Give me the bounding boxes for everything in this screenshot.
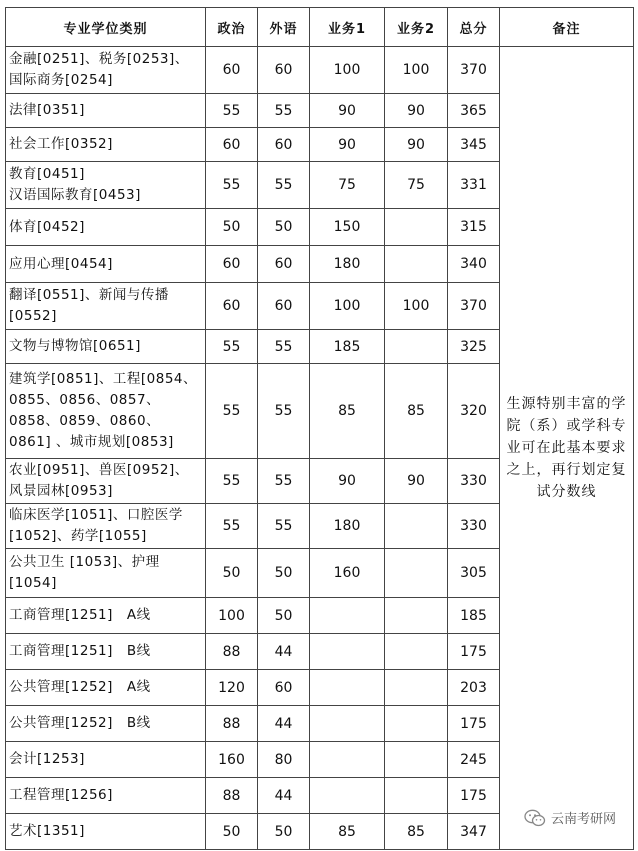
politics-cell: 60 <box>206 283 258 330</box>
politics-cell: 55 <box>206 330 258 364</box>
politics-cell: 160 <box>206 742 258 778</box>
category-cell: 法律[0351] <box>6 94 206 128</box>
politics-cell: 60 <box>206 47 258 94</box>
politics-cell: 55 <box>206 459 258 504</box>
business-1-cell: 180 <box>310 504 385 549</box>
politics-cell: 60 <box>206 128 258 162</box>
total-cell: 203 <box>448 670 500 706</box>
foreign-language-cell: 55 <box>258 330 310 364</box>
foreign-language-cell: 60 <box>258 246 310 283</box>
politics-cell: 55 <box>206 162 258 209</box>
total-cell: 345 <box>448 128 500 162</box>
business-1-cell <box>310 778 385 814</box>
politics-cell: 55 <box>206 94 258 128</box>
total-cell: 245 <box>448 742 500 778</box>
politics-cell: 120 <box>206 670 258 706</box>
foreign-language-cell: 50 <box>258 598 310 634</box>
category-cell: 建筑学[0851]、工程[0854、0855、0856、0857、0858、0859、0860、0861] 、城市规划[0853] <box>6 364 206 459</box>
foreign-language-cell: 55 <box>258 364 310 459</box>
total-cell: 330 <box>448 459 500 504</box>
category-cell: 公共卫生 [1053]、护理[1054] <box>6 549 206 598</box>
foreign-language-cell: 55 <box>258 504 310 549</box>
total-cell: 331 <box>448 162 500 209</box>
politics-cell: 55 <box>206 364 258 459</box>
business-1-cell: 90 <box>310 128 385 162</box>
business-1-cell: 85 <box>310 814 385 850</box>
business-2-cell <box>385 504 448 549</box>
category-cell: 金融[0251]、税务[0253]、国际商务[0254] <box>6 47 206 94</box>
header-foreign-language: 外语 <box>258 8 310 47</box>
business-2-cell <box>385 549 448 598</box>
business-1-cell: 90 <box>310 459 385 504</box>
header-category: 专业学位类别 <box>6 8 206 47</box>
business-2-cell: 85 <box>385 814 448 850</box>
total-cell: 325 <box>448 330 500 364</box>
category-cell: 社会工作[0352] <box>6 128 206 162</box>
category-cell: 农业[0951]、兽医[0952]、风景园林[0953] <box>6 459 206 504</box>
foreign-language-cell: 55 <box>258 94 310 128</box>
business-1-cell: 160 <box>310 549 385 598</box>
score-table <box>5 7 634 850</box>
category-cell: 工商管理[1251] A线 <box>6 598 206 634</box>
politics-cell: 50 <box>206 549 258 598</box>
header-business-1: 业务1 <box>310 8 385 47</box>
politics-cell: 60 <box>206 246 258 283</box>
business-2-cell: 90 <box>385 459 448 504</box>
business-1-cell <box>310 706 385 742</box>
politics-cell: 50 <box>206 209 258 246</box>
business-2-cell <box>385 706 448 742</box>
header-total: 总分 <box>448 8 500 47</box>
business-1-cell <box>310 742 385 778</box>
politics-cell: 50 <box>206 814 258 850</box>
business-1-cell: 150 <box>310 209 385 246</box>
business-2-cell: 85 <box>385 364 448 459</box>
business-1-cell: 85 <box>310 364 385 459</box>
business-2-cell: 90 <box>385 128 448 162</box>
business-2-cell <box>385 634 448 670</box>
foreign-language-cell: 55 <box>258 459 310 504</box>
politics-cell: 55 <box>206 504 258 549</box>
total-cell: 340 <box>448 246 500 283</box>
business-2-cell: 100 <box>385 47 448 94</box>
category-cell: 公共管理[1252] B线 <box>6 706 206 742</box>
category-cell: 会计[1253] <box>6 742 206 778</box>
foreign-language-cell: 44 <box>258 634 310 670</box>
business-2-cell: 100 <box>385 283 448 330</box>
category-cell: 翻译[0551]、新闻与传播[0552] <box>6 283 206 330</box>
header-remark: 备注 <box>500 8 634 47</box>
business-1-cell <box>310 634 385 670</box>
business-2-cell <box>385 330 448 364</box>
total-cell: 370 <box>448 47 500 94</box>
foreign-language-cell: 60 <box>258 283 310 330</box>
business-2-cell <box>385 598 448 634</box>
watermark-text: 云南考研网 <box>550 812 616 827</box>
foreign-language-cell: 60 <box>258 128 310 162</box>
total-cell: 315 <box>448 209 500 246</box>
total-cell: 175 <box>448 778 500 814</box>
business-1-cell <box>310 598 385 634</box>
foreign-language-cell: 55 <box>258 162 310 209</box>
total-cell: 370 <box>448 283 500 330</box>
business-1-cell <box>310 670 385 706</box>
category-cell: 工程管理[1256] <box>6 778 206 814</box>
wechat-icon <box>524 809 546 827</box>
business-2-cell <box>385 246 448 283</box>
politics-cell: 100 <box>206 598 258 634</box>
total-cell: 347 <box>448 814 500 850</box>
category-cell: 教育[0451] 汉语国际教育[0453] <box>6 162 206 209</box>
foreign-language-cell: 50 <box>258 549 310 598</box>
category-cell: 文物与博物馆[0651] <box>6 330 206 364</box>
foreign-language-cell: 60 <box>258 47 310 94</box>
total-cell: 320 <box>448 364 500 459</box>
total-cell: 330 <box>448 504 500 549</box>
watermark <box>520 806 620 829</box>
business-1-cell: 185 <box>310 330 385 364</box>
business-2-cell <box>385 209 448 246</box>
total-cell: 175 <box>448 634 500 670</box>
foreign-language-cell: 50 <box>258 209 310 246</box>
business-1-cell: 180 <box>310 246 385 283</box>
total-cell: 305 <box>448 549 500 598</box>
total-cell: 175 <box>448 706 500 742</box>
header-politics: 政治 <box>206 8 258 47</box>
business-1-cell: 90 <box>310 94 385 128</box>
foreign-language-cell: 44 <box>258 778 310 814</box>
header-business-2: 业务2 <box>385 8 448 47</box>
business-2-cell <box>385 670 448 706</box>
total-cell: 185 <box>448 598 500 634</box>
politics-cell: 88 <box>206 778 258 814</box>
foreign-language-cell: 50 <box>258 814 310 850</box>
remark-cell: 生源特别丰富的学院（系）或学科专业可在此基本要求之上，再行划定复试分数线 <box>500 47 634 850</box>
category-cell: 艺术[1351] <box>6 814 206 850</box>
business-1-cell: 75 <box>310 162 385 209</box>
business-2-cell <box>385 742 448 778</box>
business-2-cell: 75 <box>385 162 448 209</box>
category-cell: 工商管理[1251] B线 <box>6 634 206 670</box>
business-1-cell: 100 <box>310 47 385 94</box>
foreign-language-cell: 80 <box>258 742 310 778</box>
category-cell: 应用心理[0454] <box>6 246 206 283</box>
category-cell: 公共管理[1252] A线 <box>6 670 206 706</box>
politics-cell: 88 <box>206 634 258 670</box>
business-2-cell: 90 <box>385 94 448 128</box>
foreign-language-cell: 60 <box>258 670 310 706</box>
foreign-language-cell: 44 <box>258 706 310 742</box>
table-row <box>6 47 634 94</box>
politics-cell: 88 <box>206 706 258 742</box>
category-cell: 临床医学[1051]、口腔医学[1052]、药学[1055] <box>6 504 206 549</box>
business-2-cell <box>385 778 448 814</box>
category-cell: 体育[0452] <box>6 209 206 246</box>
total-cell: 365 <box>448 94 500 128</box>
business-1-cell: 100 <box>310 283 385 330</box>
table-body <box>6 47 634 850</box>
header-row <box>6 8 634 47</box>
